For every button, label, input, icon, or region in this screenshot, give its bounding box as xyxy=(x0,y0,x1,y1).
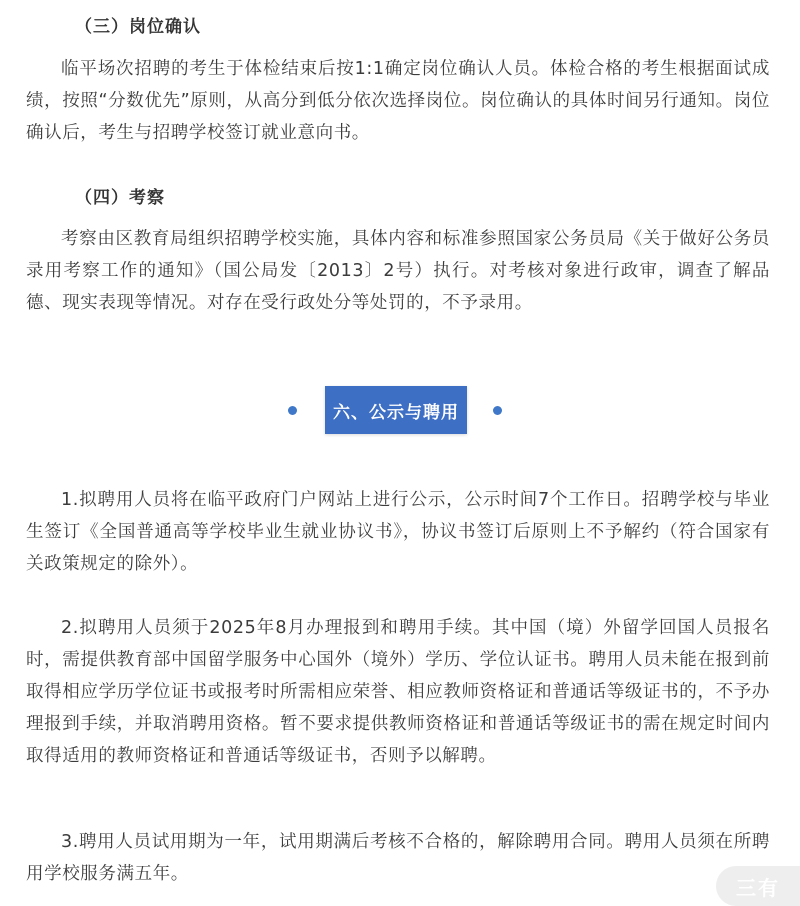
section-banner xyxy=(0,386,800,434)
section-heading-post-confirmation: （三）岗位确认 xyxy=(75,17,201,37)
list-item-registration: 2.拟聘用人员须于2025年8月办理报到和聘用手续。其中国（境）外留学回国人员报名时，需提供教育部中国留学服务中心国外（境外）学历、学位认证书。聘用人员未能在报到前取得相应学历学位证书或报考时所需相应荣誉、相应教师资格证和普通话等级证书的，不予办理报到手续，并取消聘用资格。暂不要求提供教师资格证和普通话等级证书的需在规定时间内取得适用的教师资格证和普通话等级证书，否则予以解聘。 xyxy=(26,618,770,766)
banner-title: 六、公示与聘用 xyxy=(333,402,459,423)
list-item-probation: 3.聘用人员试用期为一年，试用期满后考核不合格的，解除聘用合同。聘用人员须在所聘用学校服务满五年。 xyxy=(26,832,770,884)
post-confirmation-paragraph: 临平场次招聘的考生于体检结束后按1:1确定岗位确认人员。体检合格的考生根据面试成绩，按照“分数优先”原则，从高分到低分依次选择岗位。岗位确认的具体时间另行通知。岗位确认后，考生与招聘学校签订就业意向书。 xyxy=(26,59,770,143)
inspection-paragraph: 考察由区教育局组织招聘学校实施，具体内容和标准参照国家公务员局《关于做好公务员录用考察工作的通知》（国公局发〔2013〕2号）执行。对考核对象进行政审，调查了解品德、现实表现等情况。对存在受行政处分等处罚的，不予录用。 xyxy=(26,229,770,313)
banner-dot-left xyxy=(288,406,297,415)
watermark-logo xyxy=(716,866,800,906)
list-item-publicity: 1.拟聘用人员将在临平政府门户网站上进行公示，公示时间7个工作日。招聘学校与毕业生签订《全国普通高等学校毕业生就业协议书》，协议书签订后原则上不予解约（符合国家有关政策规定的除外）。 xyxy=(26,490,770,574)
banner-box xyxy=(325,386,467,434)
section-heading-inspection: （四）考察 xyxy=(75,188,165,208)
watermark-text: 三有 xyxy=(736,875,780,900)
banner-dot-right xyxy=(493,406,502,415)
